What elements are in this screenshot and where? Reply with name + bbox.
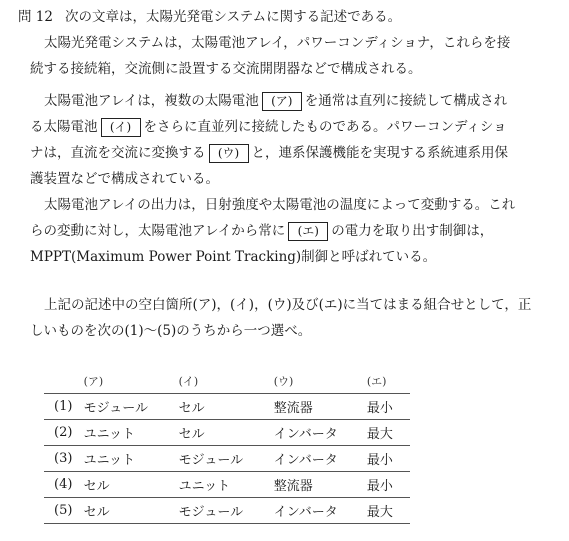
text-segment: る太陽電池	[30, 119, 98, 135]
table-cell: モジュール	[179, 498, 274, 524]
table-cell: インバータ	[274, 498, 367, 524]
paragraph-3-line-2	[30, 222, 493, 241]
instruction-line-2: しいものを次の(1)～(5)のうちから一つ選べ。	[30, 323, 312, 339]
table-row	[44, 420, 410, 446]
question-lead: 次の文章は，太陽光発電システムに関する記述である。	[64, 9, 402, 25]
choice-number: (4)	[44, 472, 84, 498]
table-cell: 整流器	[274, 472, 367, 498]
question-header	[18, 8, 401, 26]
blank-b: (イ)	[101, 118, 141, 137]
table-header-cell: (イ)	[178, 374, 199, 388]
text-segment: ナは，直流を交流に変換する	[30, 145, 206, 161]
paragraph-3-line-1: 太陽電池アレイの出力は，日射強度や太陽電池の温度によって変動する。これ	[44, 197, 516, 213]
table-row	[44, 498, 410, 524]
table-cell: ユニット	[84, 446, 179, 472]
choice-number: (3)	[44, 446, 84, 472]
text-segment: を通常は直列に接続して構成され	[304, 93, 508, 109]
text-segment: と，連系保護機能を実現する系統連系用保	[251, 145, 508, 161]
paragraph-2-line-2	[30, 118, 507, 137]
table-cell: セル	[84, 498, 179, 524]
paragraph-1-line-1: 太陽光発電システムは，太陽電池アレイ，パワーコンディショナ，これらを接	[44, 35, 511, 51]
table-cell: モジュール	[179, 446, 274, 472]
table-row	[44, 394, 410, 420]
question-number: 問 12	[18, 9, 53, 25]
paragraph-2-line-3	[30, 144, 508, 163]
paragraph-1-line-2: 続する接続箱，交流側に設置する交流開閉器などで構成される。	[30, 61, 422, 77]
blank-a: (ア)	[262, 92, 302, 111]
table-cell: セル	[179, 420, 274, 446]
table-row	[44, 446, 410, 472]
text-segment: の電力を取り出す制御は，	[331, 223, 494, 239]
table-header-cell: (ア)	[83, 374, 104, 388]
table-cell: インバータ	[274, 446, 367, 472]
paragraph-3-line-3: MPPT(Maximum Power Point Tracking)制御と呼ばれている。	[30, 249, 437, 265]
text-segment: らの変動に対し，太陽電池アレイから常に	[30, 223, 286, 239]
paragraph-2-line-1	[44, 92, 507, 111]
text-segment: 太陽電池アレイは，複数の太陽電池	[44, 93, 259, 109]
table-header-cell	[44, 368, 84, 394]
table-cell: 最小	[367, 394, 410, 420]
table-cell: 最小	[367, 472, 410, 498]
table-cell: 整流器	[274, 394, 367, 420]
table-cell: 最大	[367, 498, 410, 524]
paragraph-2-line-4: 護装置などで構成されている。	[30, 171, 219, 187]
table-cell: ユニット	[179, 472, 274, 498]
blank-d: (エ)	[288, 222, 328, 241]
table-cell: インバータ	[274, 420, 367, 446]
text-segment: をさらに直並列に接続したものである。パワーコンディショ	[143, 119, 507, 135]
choice-number: (5)	[44, 498, 84, 524]
table-header-row	[44, 368, 410, 394]
table-cell: セル	[179, 394, 274, 420]
table-header-cell: (ウ)	[273, 374, 294, 388]
table-row	[44, 472, 410, 498]
table-cell: ユニット	[84, 420, 179, 446]
choice-number: (2)	[44, 420, 84, 446]
table-cell: 最小	[367, 446, 410, 472]
table-cell: モジュール	[84, 394, 179, 420]
table-cell: 最大	[367, 420, 410, 446]
blank-c: (ウ)	[209, 144, 249, 163]
choice-number: (1)	[44, 394, 84, 420]
instruction-line-1: 上記の記述中の空白箇所(ア)，(イ)，(ウ)及び(エ)に当てはまる組合せとして，正	[44, 297, 532, 313]
answer-choices-table	[44, 368, 410, 524]
table-header-cell: (エ)	[366, 374, 387, 388]
table-cell: セル	[84, 472, 179, 498]
